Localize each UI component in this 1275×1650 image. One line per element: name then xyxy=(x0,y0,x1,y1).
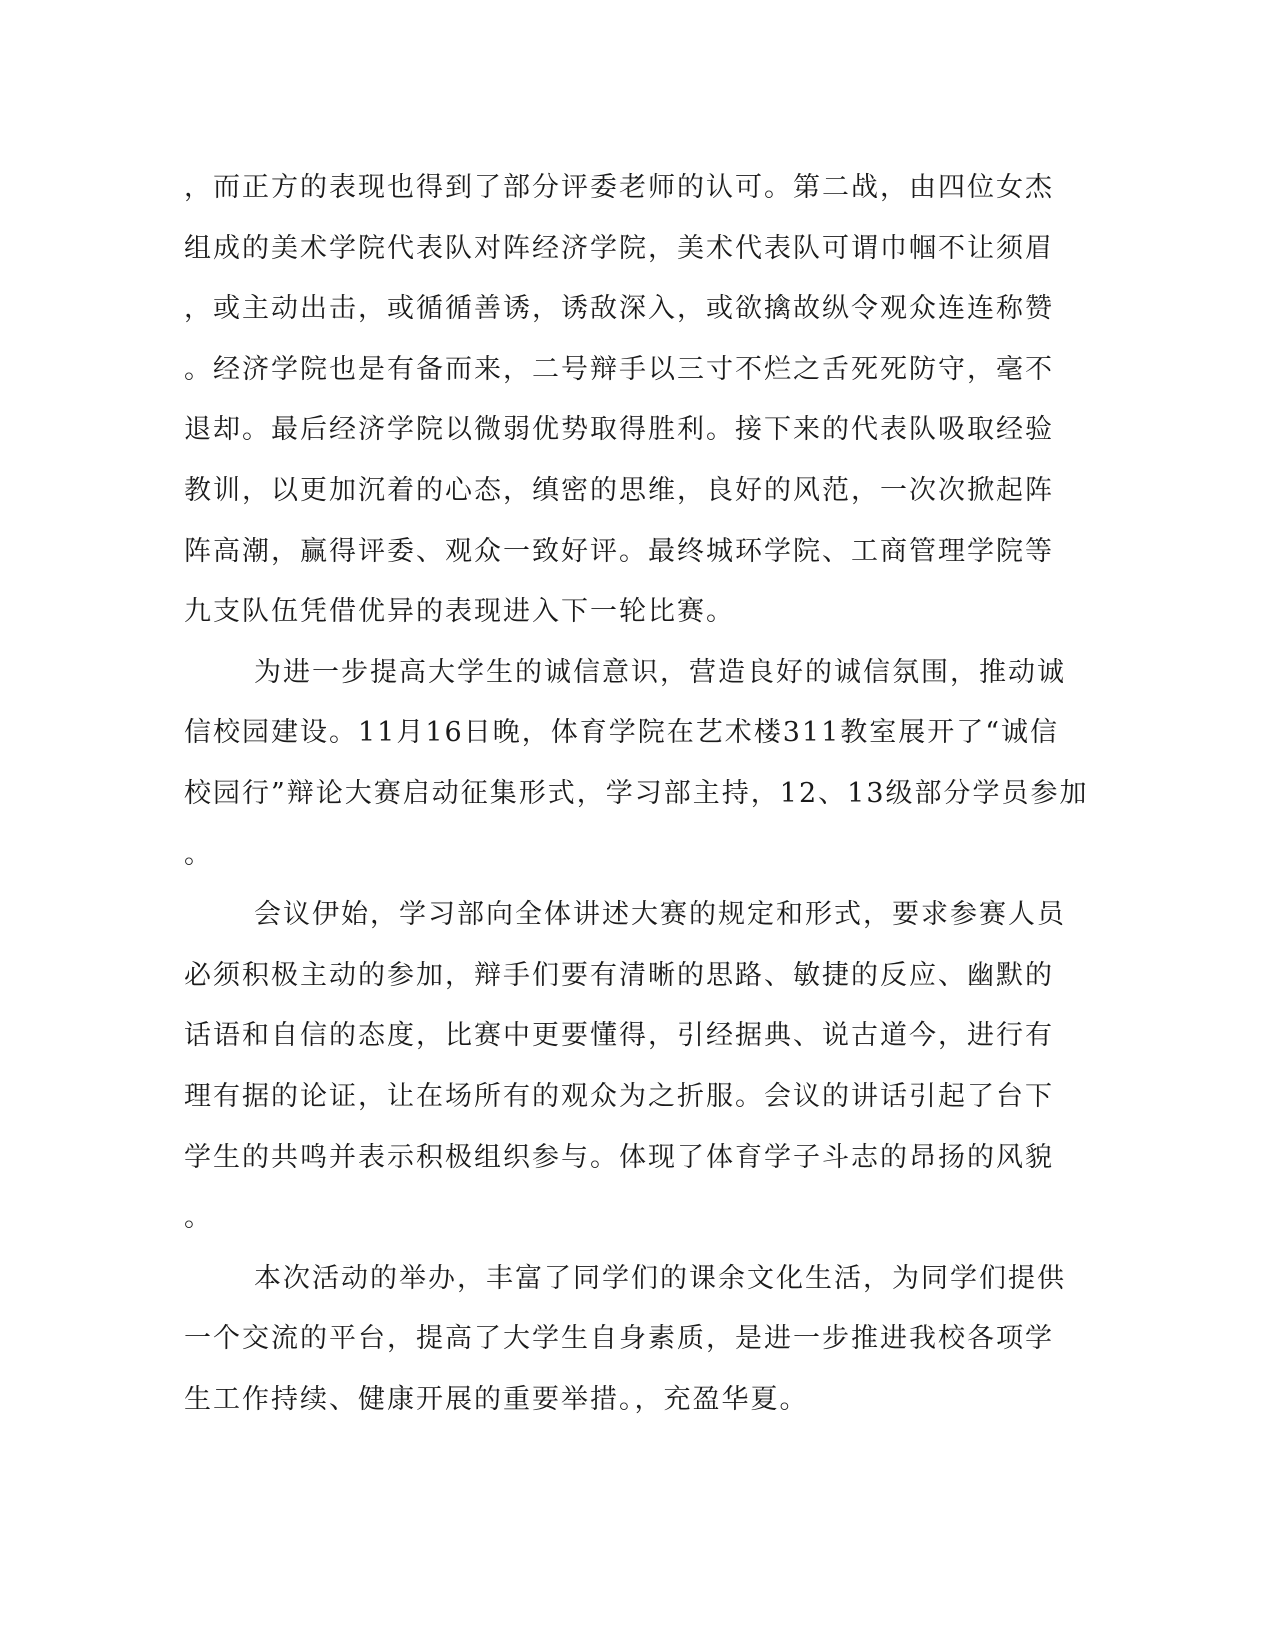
text-line: 学生的共鸣并表示积极组织参与。体现了体育学子斗志的昂扬的风貌 xyxy=(184,1141,1054,1173)
text-line: 必须积极主动的参加，辩手们要有清晰的思路、敏捷的反应、幽默的 xyxy=(184,959,1054,991)
text-line: ，或主动出击，或循循善诱，诱敌深入，或欲擒故纵令观众连连称赞 xyxy=(184,293,1054,325)
text-line: 。经济学院也是有备而来，二号辩手以三寸不烂之舌死死防守，毫不 xyxy=(184,353,1054,385)
text-line: 信校园建设。11月16日晚，体育学院在艺术楼311教室展开了“诚信 xyxy=(184,717,1060,749)
text-line: 组成的美术学院代表队对阵经济学院，美术代表队可谓巾帼不让须眉 xyxy=(184,232,1054,264)
text-line: 一个交流的平台，提高了大学生自身素质，是进一步推进我校各项学 xyxy=(184,1323,1054,1355)
text-line: 教训，以更加沉着的心态，缜密的思维，良好的风范，一次次掀起阵 xyxy=(184,474,1054,506)
paragraph-start-line: 为进一步提高大学生的诚信意识，营造良好的诚信氛围，推动诚 xyxy=(254,656,1066,688)
text-line: 九支队伍凭借优异的表现进入下一轮比赛。 xyxy=(184,596,735,628)
text-line: 话语和自信的态度，比赛中更要懂得，引经据典、说古道今，进行有 xyxy=(184,1020,1054,1052)
text-line: 理有据的论证，让在场所有的观众为之折服。会议的讲话引起了台下 xyxy=(184,1080,1054,1112)
text-line: ，而正方的表现也得到了部分评委老师的认可。第二战，由四位女杰 xyxy=(184,172,1054,203)
text-line: 。 xyxy=(184,1202,213,1234)
text-line: 校园行”辩论大赛启动征集形式，学习部主持，12、13级部分学员参加 xyxy=(184,777,1089,809)
document-body xyxy=(184,158,1089,1430)
text-line: 生工作持续、健康开展的重要举措。，充盈华夏。 xyxy=(184,1383,809,1415)
text-line: 阵高潮，赢得评委、观众一致好评。最终城环学院、工商管理学院等 xyxy=(184,535,1054,567)
paragraph-start-line: 本次活动的举办，丰富了同学们的课余文化生活，为同学们提供 xyxy=(254,1262,1066,1294)
paragraph-start-line: 会议伊始，学习部向全体讲述大赛的规定和形式，要求参赛人员 xyxy=(254,899,1066,931)
text-line: 退却。最后经济学院以微弱优势取得胜利。接下来的代表队吸取经验 xyxy=(184,414,1054,446)
text-line: 。 xyxy=(184,838,213,870)
